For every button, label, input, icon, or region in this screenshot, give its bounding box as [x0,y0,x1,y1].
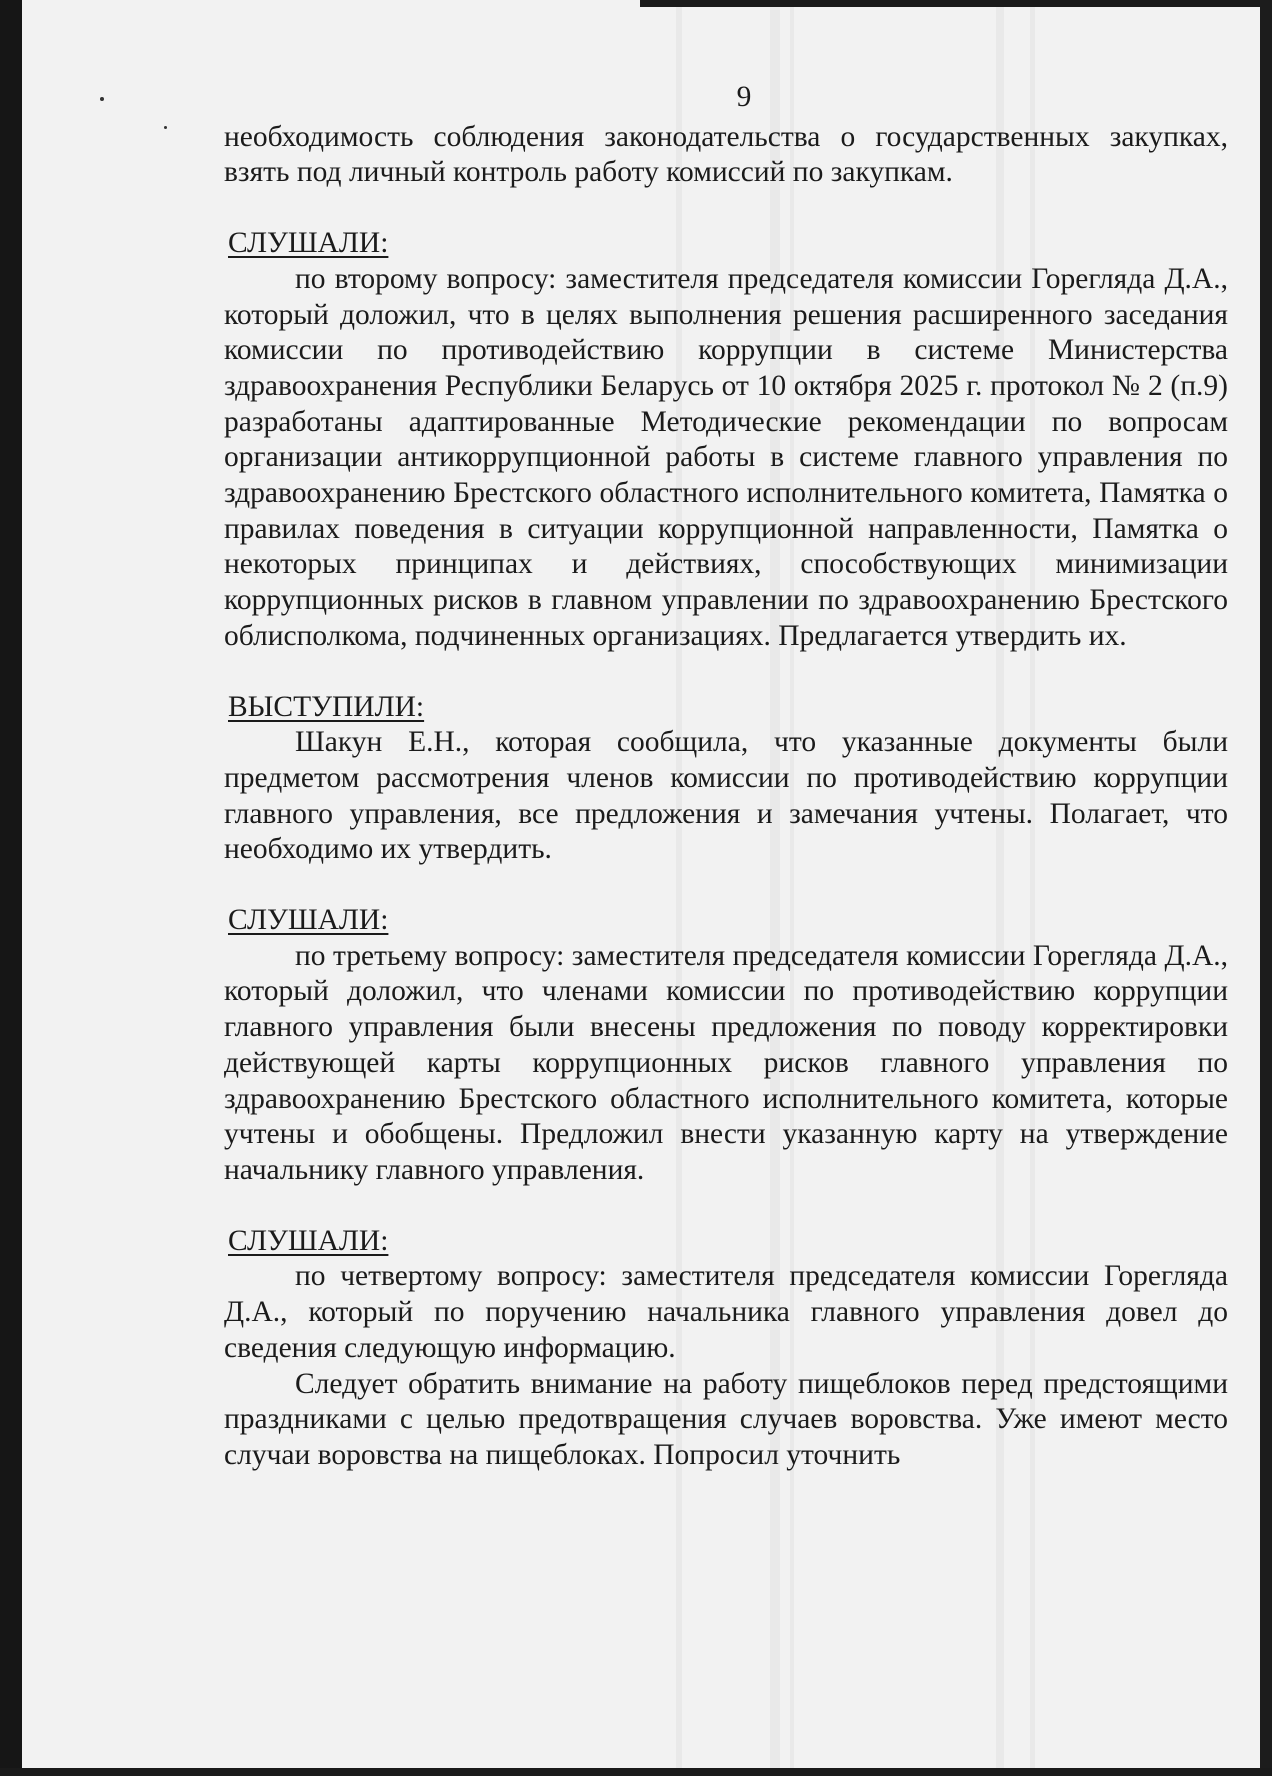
body-paragraph: по третьему вопросу: заместителя председателя комиссии Горегляда Д.А., который доложил, что членами комиссии по противодействию коррупции главного управления были внесены предложения по поводу корректировки действующей карты коррупционных рисков главного управления по здравоохранению Брестского областного исполнительного комитета, которые учтены и обобщены. Предложил внести указанную карту на утверждение начальнику главного управления. [224,939,1228,1186]
section-heading [228,226,1228,262]
section-heading [228,690,1228,726]
scan-edge-top [640,0,1260,7]
body-paragraph: Следует обратить внимание на работу пищеблоков перед предстоящими праздниками с целью предотвращения случаев воровства. Уже имеют место случаи воровства на пищеблоках. Попросил уточнить [224,1367,1228,1471]
body-paragraph: по четвертому вопросу: заместителя председателя комиссии Горегляда Д.А., который по поручению начальника главного управления довел до сведения следующую информацию. [224,1260,1228,1364]
body-paragraph: необходимость соблюдения законодательства о государственных закупках, взять под личный контроль работу комиссий по закупкам. [224,120,1228,189]
document-body [224,80,1228,1474]
section-heading-label: ВЫСТУПИЛИ: [228,690,425,723]
page-number: 9 [736,81,752,113]
section-heading [228,1224,1228,1260]
section-heading-label: СЛУШАЛИ: [228,227,389,260]
body-paragraph: по второму вопросу: заместителя председателя комиссии Горегляда Д.А., который доложил, что в целях выполнения решения расширенного заседания комиссии по противодействию коррупции в системе Министерства здравоохранения Республики Беларусь от 10 октября 2025 г. протокол № 2 (п.9) разработаны адаптированные Методические рекомендации по вопросам организации антикоррупционной работы в системе главного управления по здравоохранению Брестского областного исполнительного комитета, Памятка о правилах поведения в ситуации коррупционной направленности, Памятка о некоторых принципах и действиях, способствующих минимизации коррупционных рисков в главном управлении по здравоохранению Брестского облисполкома, подчиненных организациях. Предлагается утвердить их. [224,262,1228,652]
scan-edge-right [1260,0,1272,1776]
scan-speck [100,97,104,101]
document-content [224,120,1228,1474]
section-heading-label: СЛУШАЛИ: [228,1224,389,1257]
scan-speck [164,126,167,129]
scan-edge-bottom [0,1768,1272,1776]
section-heading [228,903,1228,939]
body-paragraph: Шакун Е.Н., которая сообщила, что указанные документы были предметом рассмотрения членов комиссии по противодействию коррупции главного управления, все предложения и замечания учтены. Полагает, что необходимо их утвердить. [224,726,1228,866]
scan-edge-left [0,0,22,1776]
section-heading-label: СЛУШАЛИ: [228,904,389,937]
